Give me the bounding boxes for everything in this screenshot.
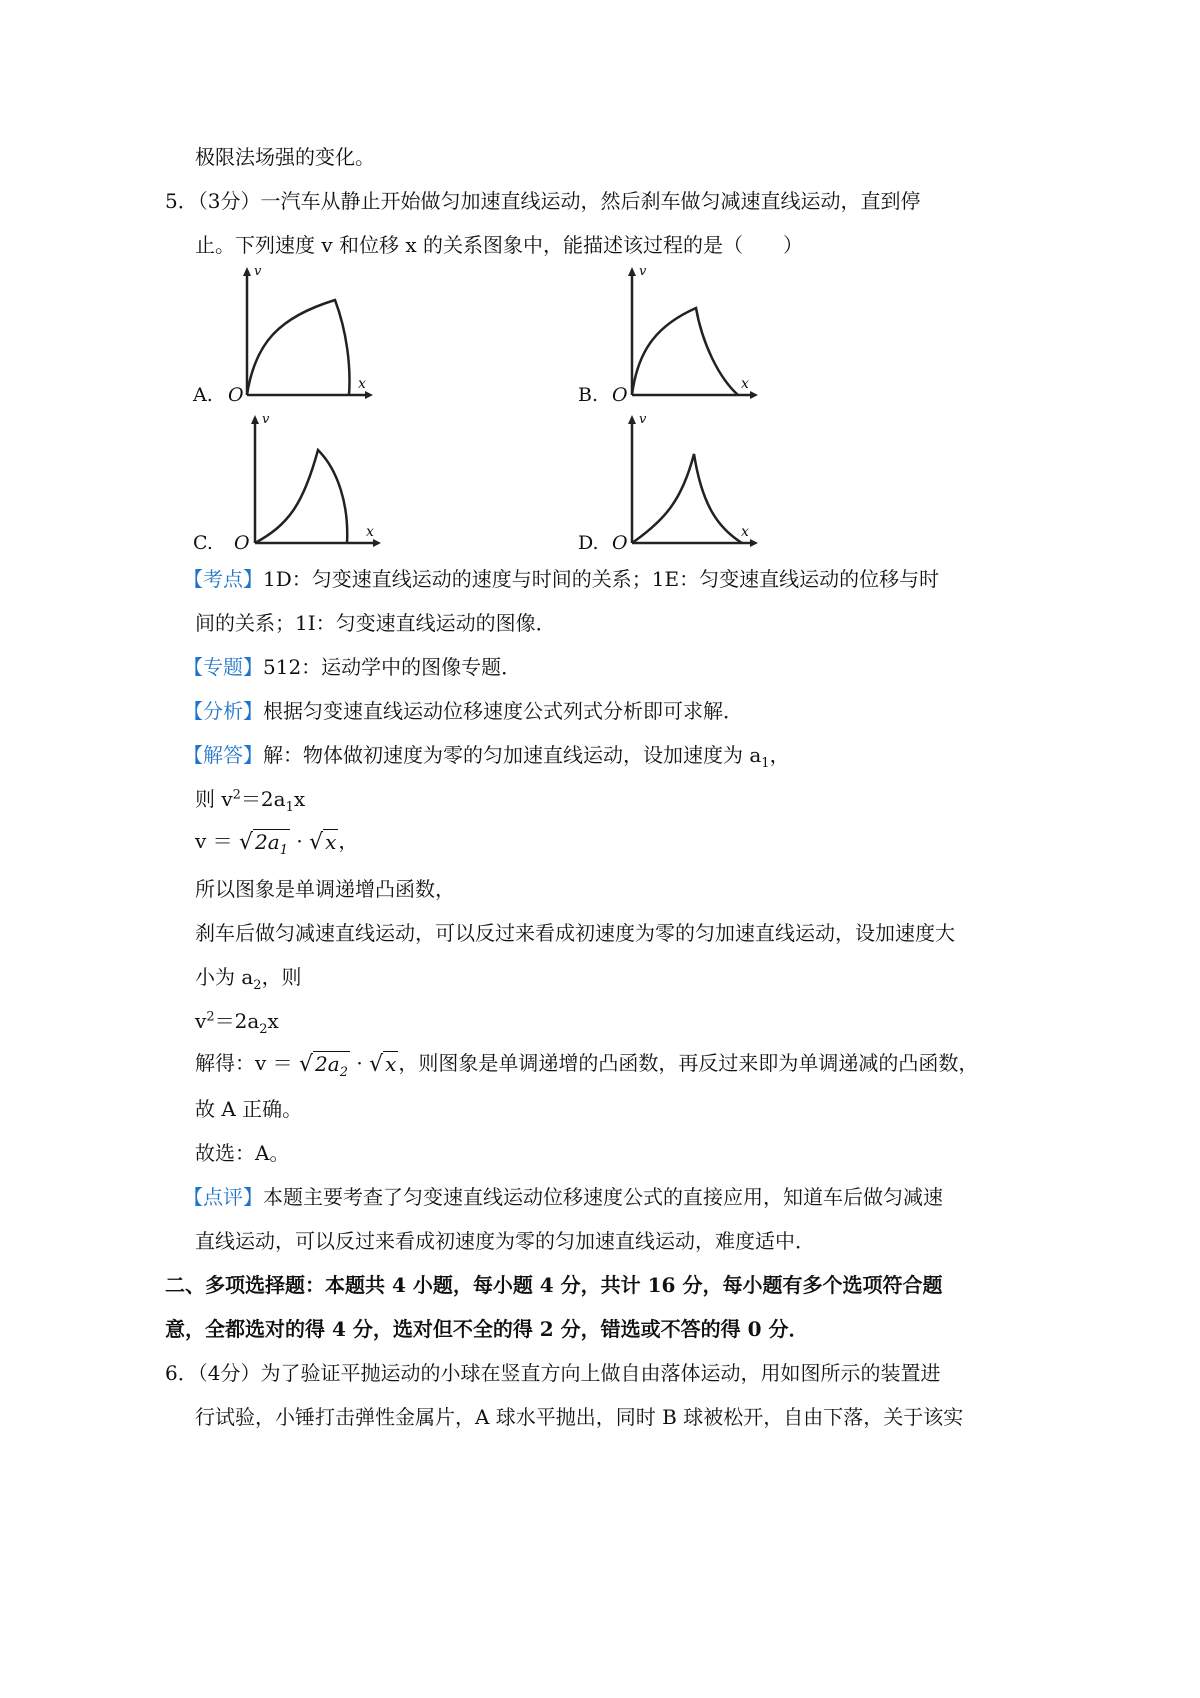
question-5-stem-cont: 止。下列速度 v 和位移 x 的关系图象中，能描述该过程的是（ ） bbox=[195, 233, 804, 257]
subscript: 2 bbox=[253, 978, 262, 993]
sqrt-expression: √ $2a_2$ bbox=[299, 1052, 348, 1080]
text-part: 小为 a bbox=[195, 965, 254, 989]
superscript: 2 bbox=[232, 787, 241, 803]
question-5-stem: 5．（3分）一汽车从静止开始做匀加速直线运动，然后刹车做匀减速直线运动，直到停 bbox=[165, 189, 921, 213]
eq-part: ＝2a bbox=[214, 1009, 260, 1033]
dot-operator: · bbox=[356, 1051, 363, 1075]
sqrt-radicand: 2a bbox=[315, 1052, 340, 1076]
text-line: 故 A 正确。 bbox=[195, 1097, 303, 1121]
text-part: ，则 bbox=[261, 965, 302, 989]
axis-v-label: v bbox=[639, 412, 647, 427]
sqrt-expression: √ $2a_1$ bbox=[239, 830, 288, 858]
axis-v-label: v bbox=[254, 264, 262, 279]
option-label: B. bbox=[578, 384, 599, 406]
question-6-stem-cont: 行试验，小锤打击弹性金属片，A 球水平抛出，同时 B 球被松开，自由下落，关于该实 bbox=[195, 1405, 964, 1429]
y-arrow bbox=[243, 267, 251, 276]
equation-3 bbox=[195, 1009, 279, 1037]
subscript: 1 bbox=[279, 843, 288, 858]
axis-x-label: x bbox=[358, 376, 366, 392]
eq-part: v bbox=[195, 1009, 207, 1033]
text-line: 所以图象是单调递增凸函数， bbox=[195, 877, 455, 901]
punct: ， bbox=[769, 743, 790, 767]
jieda-tag: 【解答】 bbox=[183, 743, 263, 767]
eq-part: x bbox=[267, 1009, 279, 1033]
sqrt-radicand: x bbox=[385, 1052, 397, 1076]
dot-operator: · bbox=[296, 829, 303, 853]
subscript: 1 bbox=[761, 756, 770, 771]
text-line: 故选：A。 bbox=[195, 1141, 290, 1165]
fenxi-line bbox=[183, 699, 743, 723]
graph-c bbox=[233, 410, 383, 555]
text-part: 解得：v ＝ bbox=[195, 1051, 293, 1075]
solution-line bbox=[195, 1051, 979, 1080]
dianping-tag: 【点评】 bbox=[183, 1185, 263, 1209]
dianping-line bbox=[183, 1185, 943, 1209]
sqrt-radicand: x bbox=[325, 830, 337, 854]
equation-2 bbox=[195, 829, 359, 858]
eq-part: 则 v bbox=[195, 787, 233, 811]
eq-part: ＝2a bbox=[240, 787, 286, 811]
eq-part: v ＝ bbox=[195, 829, 233, 853]
punct: ， bbox=[338, 829, 359, 853]
axis-x-label: x bbox=[366, 524, 374, 540]
axis-x-label: x bbox=[741, 376, 749, 392]
x-arrow bbox=[365, 391, 373, 399]
sqrt-radicand: 2a bbox=[255, 830, 280, 854]
text-part: ，则图象是单调递增的凸函数，再反过来即为单调递减的凸函数， bbox=[398, 1051, 979, 1075]
graph-a bbox=[225, 262, 375, 407]
axis-v-label: v bbox=[639, 264, 647, 279]
zhuanti-tag: 【专题】 bbox=[183, 655, 263, 679]
text-line: 刹车后做匀减速直线运动，可以反过来看成初速度为零的匀加速直线运动，设加速度大 bbox=[195, 921, 955, 945]
graph-d bbox=[610, 410, 760, 555]
kaodian-tag: 【考点】 bbox=[183, 567, 263, 591]
sqrt-expression: √ x bbox=[309, 830, 337, 855]
section-2-heading-cont: 意，全都选对的得 4 分，选对但不全的得 2 分，错选或不答的得 0 分． bbox=[165, 1317, 809, 1341]
sqrt-expression: √ x bbox=[369, 1052, 397, 1077]
option-label: A. bbox=[193, 384, 213, 406]
question-6-stem: 6．（4分）为了验证平抛运动的小球在竖直方向上做自由落体运动，用如图所示的装置进 bbox=[165, 1361, 941, 1385]
dianping-line-cont: 直线运动，可以反过来看成初速度为零的匀加速直线运动，难度适中． bbox=[195, 1229, 815, 1253]
kaodian-line bbox=[183, 567, 939, 591]
origin-label: O bbox=[228, 384, 244, 406]
option-label: C. bbox=[193, 532, 213, 554]
graph-b bbox=[610, 262, 760, 407]
subscript: 2 bbox=[339, 1065, 348, 1080]
subscript: 1 bbox=[285, 800, 294, 815]
dianping-text: 本题主要考查了匀变速直线运动位移速度公式的直接应用，知道车后做匀减速 bbox=[263, 1185, 943, 1209]
origin-label: O bbox=[234, 532, 250, 554]
jieda-line bbox=[183, 743, 790, 771]
curve bbox=[247, 300, 349, 395]
axis-v-label: v bbox=[262, 412, 270, 427]
fenxi-text: 根据匀变速直线运动位移速度公式列式分析即可求解． bbox=[263, 699, 743, 723]
section-2-heading: 二、多项选择题：本题共 4 小题，每小题 4 分，共计 16 分，每小题有多个选项符合题 bbox=[165, 1273, 943, 1297]
kaodian-line-cont: 间的关系；1I：匀变速直线运动的图像． bbox=[195, 611, 556, 635]
fenxi-tag: 【分析】 bbox=[183, 699, 263, 723]
zhuanti-line bbox=[183, 655, 521, 679]
zhuanti-text: 512：运动学中的图像专题． bbox=[263, 655, 522, 679]
option-label: D. bbox=[578, 532, 599, 554]
eq-part: x bbox=[293, 787, 306, 811]
kaodian-text: 1D：匀变速直线运动的速度与时间的关系；1E：匀变速直线运动的位移与时 bbox=[263, 567, 940, 591]
text-line: 极限法场强的变化。 bbox=[195, 145, 375, 169]
origin-label: O bbox=[612, 384, 628, 406]
axis-x-label: x bbox=[741, 524, 749, 540]
jieda-text: 解：物体做初速度为零的匀加速直线运动，设加速度为 a bbox=[263, 743, 762, 767]
text-line bbox=[195, 965, 302, 993]
subscript: 2 bbox=[259, 1022, 268, 1037]
origin-label: O bbox=[612, 532, 628, 554]
superscript: 2 bbox=[206, 1009, 215, 1025]
equation-1 bbox=[195, 787, 306, 815]
